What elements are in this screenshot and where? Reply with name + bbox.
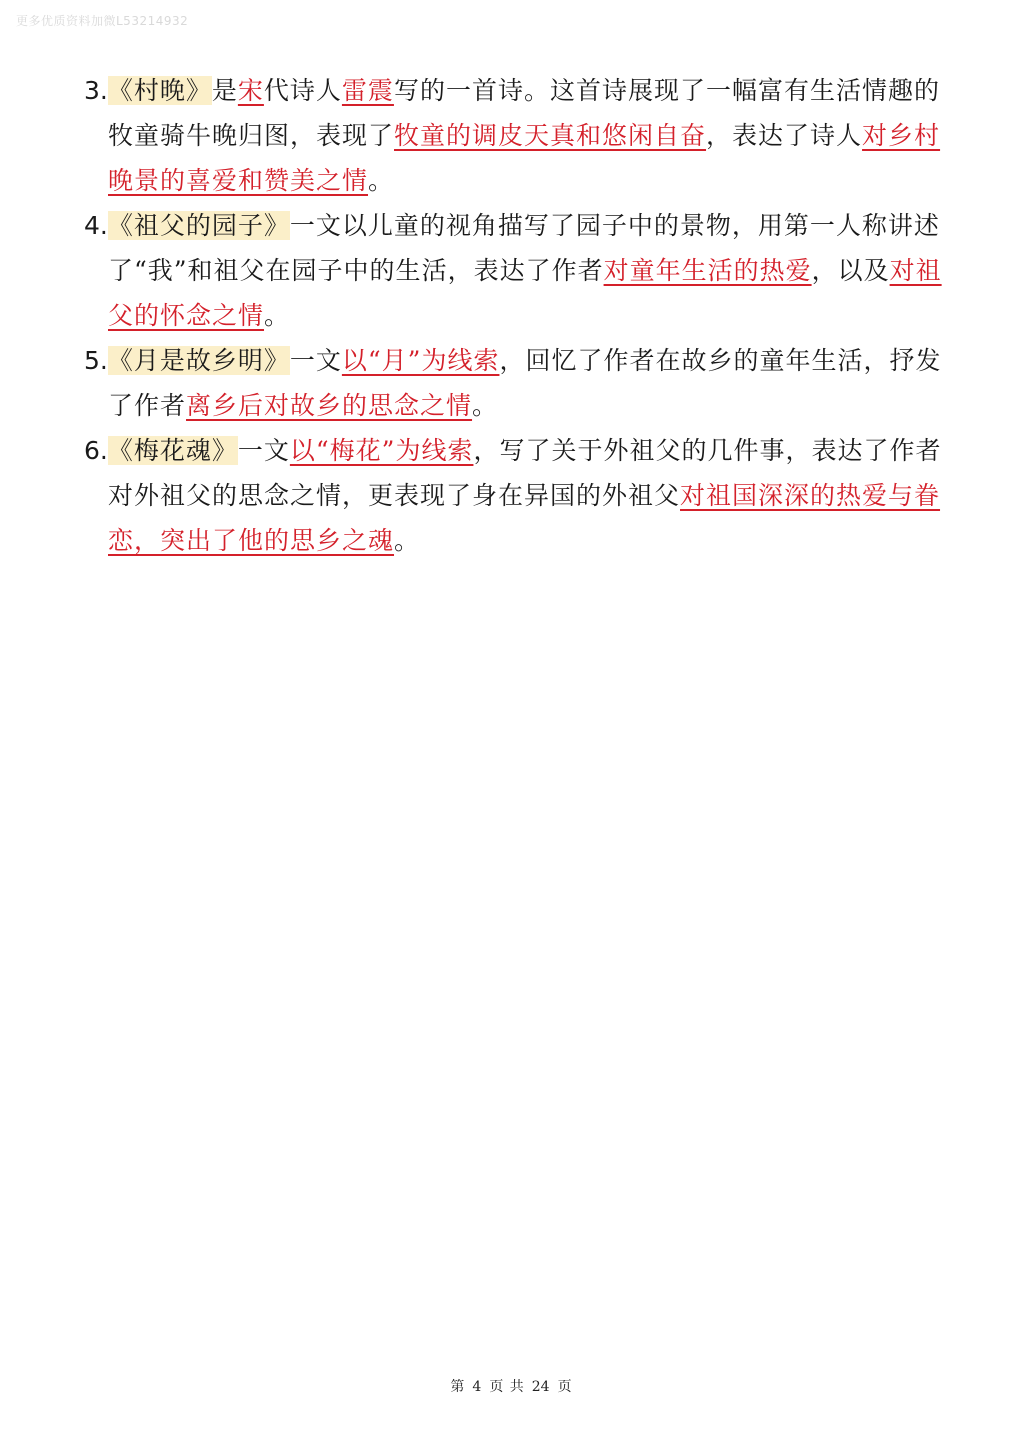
highlight-answer: 雷震 (341, 76, 394, 105)
text-segment: 。 (368, 166, 395, 195)
list-item-6 (84, 428, 942, 563)
text-segment: ，回忆了作者在故乡的童年生活，抒发了作者 (108, 346, 942, 420)
text-segment: 一文 (289, 346, 342, 375)
text-segment: ，写了关于外祖父的几件事，表达了作者对外祖父的思念之情，更表现了身在异国的外祖父 (108, 436, 942, 510)
item-title: 《月是故乡明》 (107, 346, 290, 375)
text-segment: ，表达了诗人 (706, 121, 863, 150)
text-segment: 写的一首诗。这首诗展现了一幅富有生活情趣的牧童骑牛晚归图，表现了 (108, 76, 940, 150)
highlight-answer: 对乡村晚景的喜爱和赞美之情 (108, 121, 941, 195)
text-segment: 一文 (237, 436, 290, 465)
item-number: 3. (84, 76, 108, 105)
footer-prefix: 第 (450, 1379, 465, 1395)
text-segment: 。 (264, 301, 291, 330)
item-number: 5. (84, 346, 108, 375)
item-number: 6. (84, 436, 108, 465)
list-item-4 (84, 203, 942, 338)
footer-total-pages: 24 (531, 1379, 550, 1395)
item-number: 4. (84, 211, 108, 240)
item-title: 《梅花魂》 (107, 436, 238, 465)
highlight-answer: 对祖父的怀念之情 (108, 256, 942, 330)
highlight-answer: 以“月”为线索 (341, 346, 500, 375)
text-segment: 是 (211, 76, 238, 105)
highlight-answer: 离乡后对故乡的思念之情 (186, 391, 473, 420)
document-body (84, 68, 942, 563)
text-segment: 代诗人 (263, 76, 342, 105)
item-title: 《村晚》 (107, 76, 212, 105)
footer-page-number: 4 (472, 1379, 482, 1395)
text-segment: 一文以儿童的视角描写了园子中的景物，用第一人称讲述了“我”和祖父在园子中的生活，表达了作者 (108, 211, 940, 285)
watermark: 更多优质资料加微L53214932 (16, 14, 189, 28)
highlight-answer: 对童年生活的热爱 (603, 256, 812, 285)
footer-middle: 页 共 (489, 1379, 524, 1395)
text-segment: 。 (394, 526, 421, 555)
text-segment: 。 (472, 391, 499, 420)
highlight-answer: 宋 (237, 76, 264, 105)
highlight-answer: 以“梅花”为线索 (289, 436, 474, 465)
list-item-3 (84, 68, 942, 203)
footer-suffix: 页 (557, 1379, 572, 1395)
highlight-answer: 牧童的调皮天真和悠闲自奋 (394, 121, 707, 150)
item-title: 《祖父的园子》 (107, 211, 290, 240)
highlight-answer: 对祖国深深的热爱与眷恋，突出了他的思乡之魂 (108, 481, 941, 555)
list-item-5 (84, 338, 942, 428)
text-segment: ，以及 (811, 256, 890, 285)
page-footer (0, 1376, 1022, 1396)
